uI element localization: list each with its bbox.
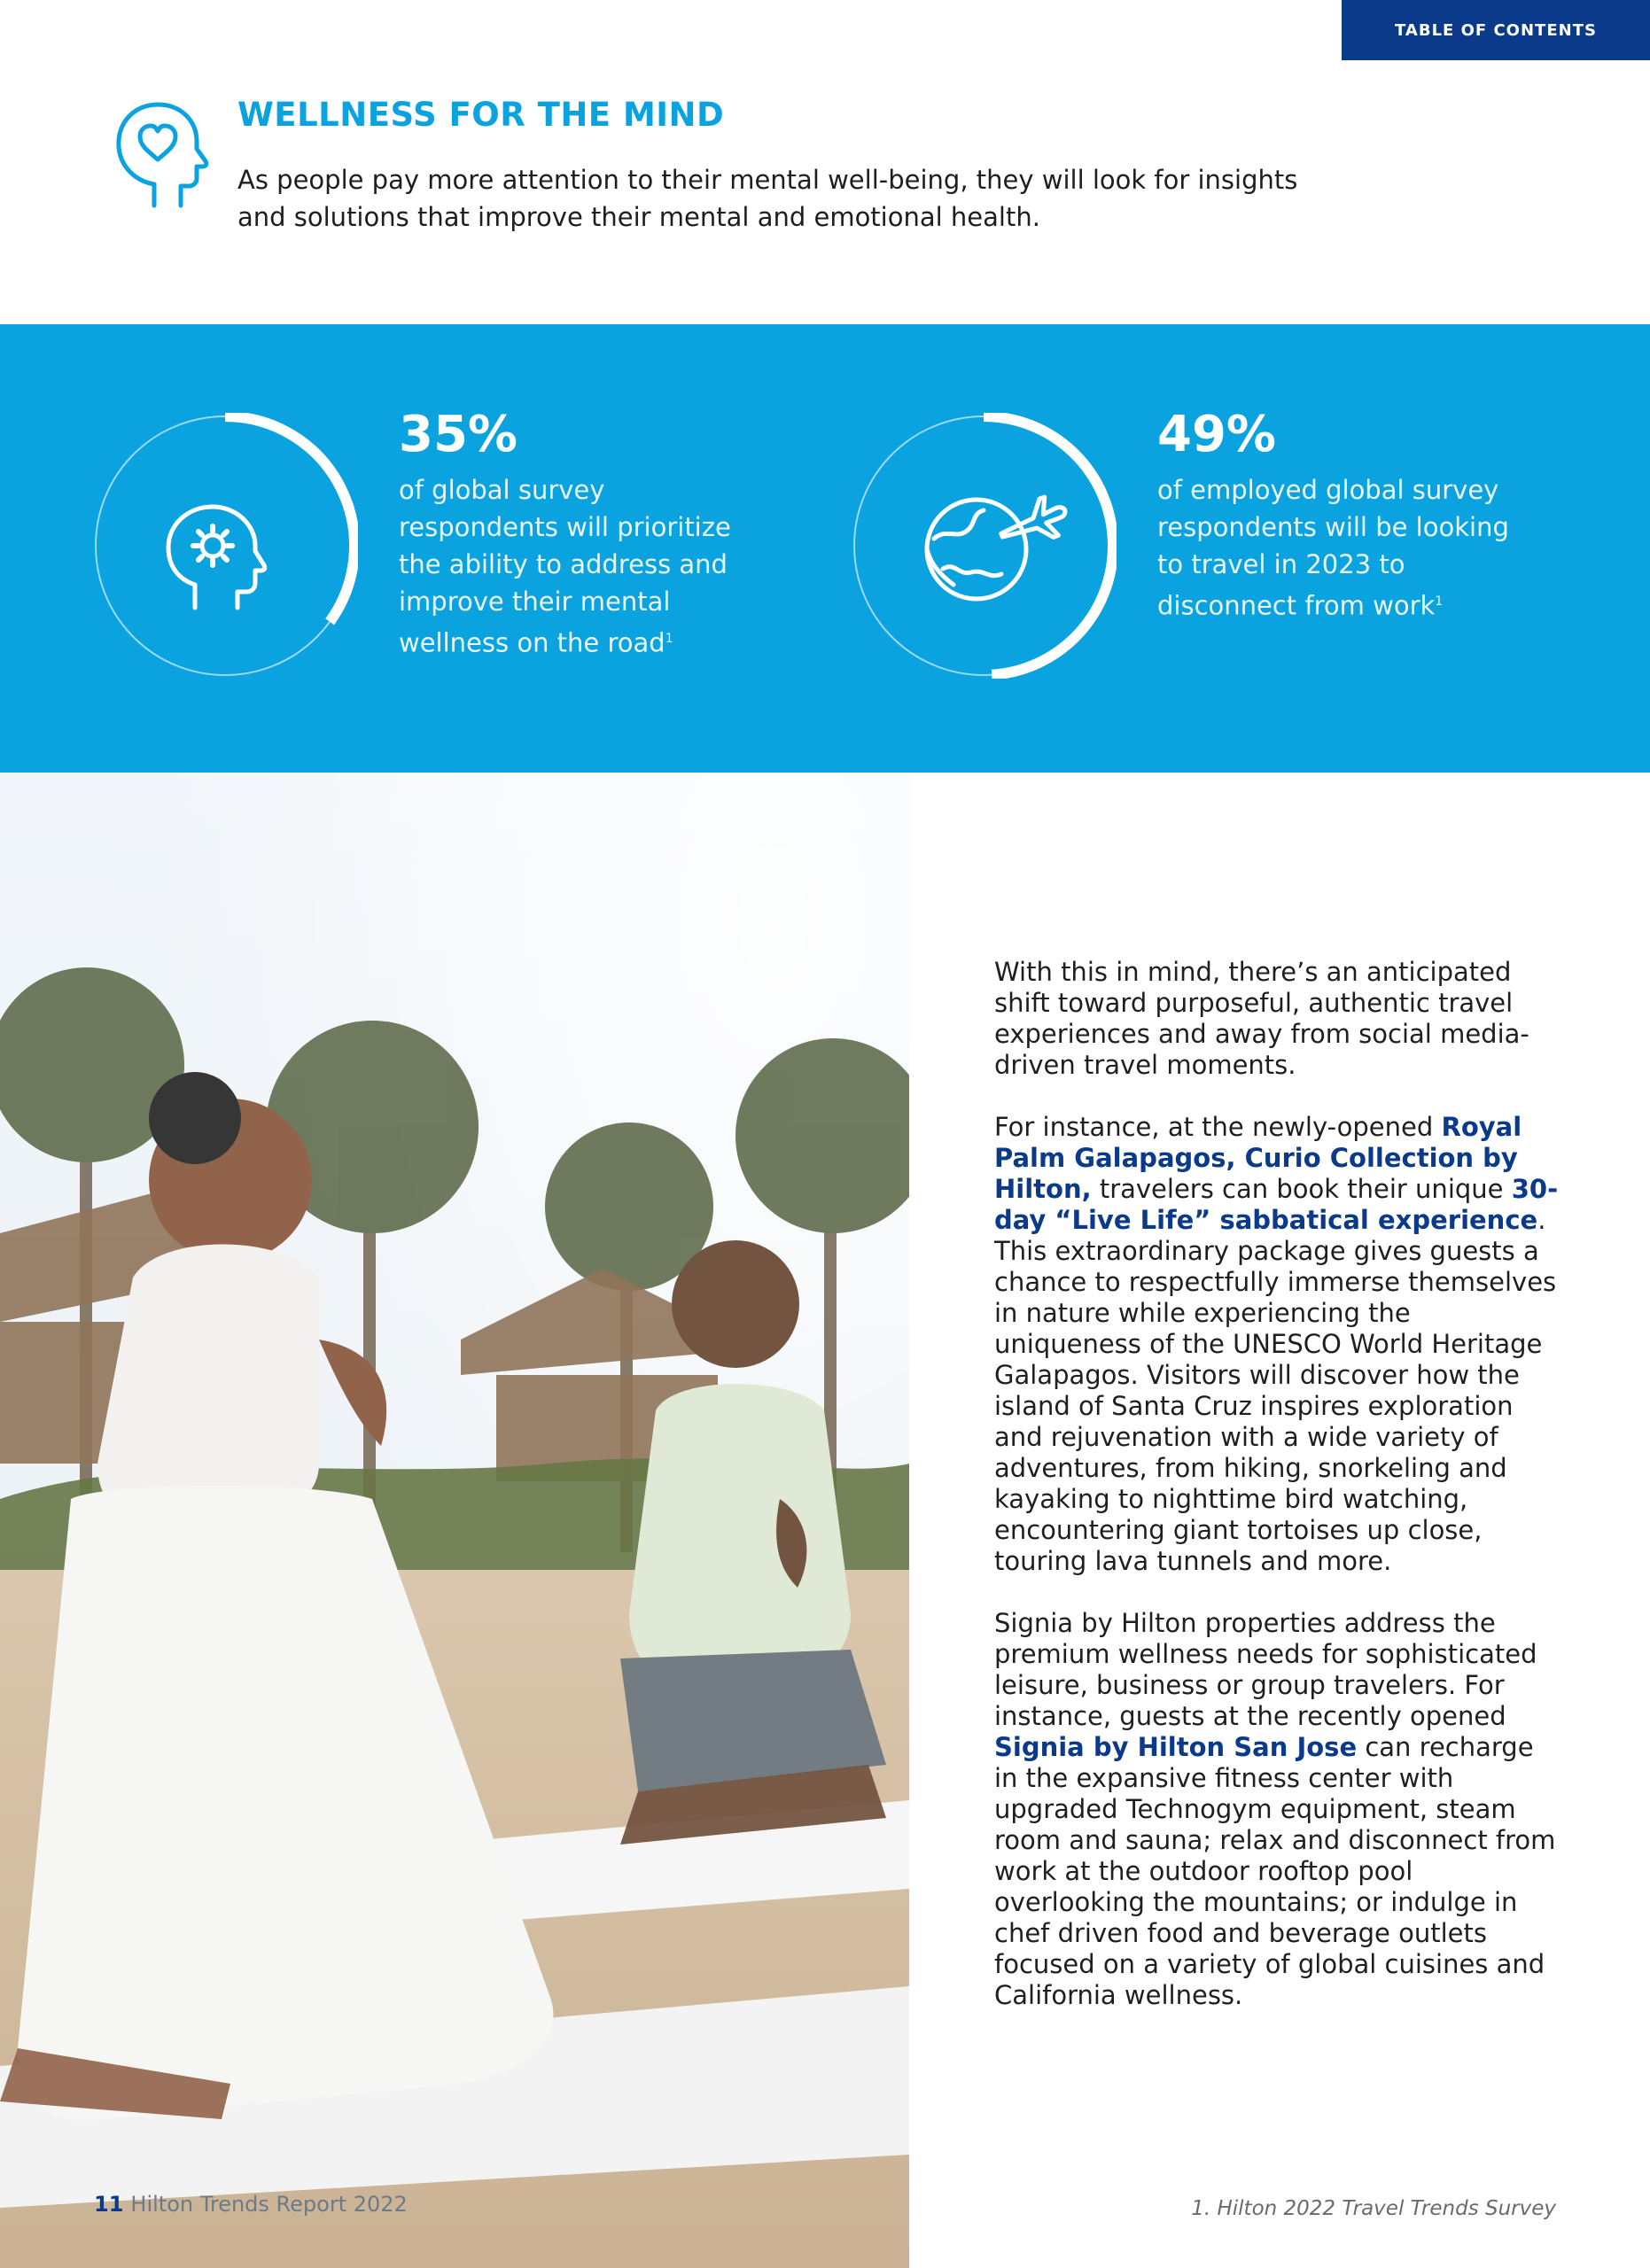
- stat-footnote-1: 1: [665, 632, 673, 646]
- stats-banner: [0, 324, 1650, 773]
- paragraph-2-b: travelers can book their unique: [1091, 1174, 1512, 1204]
- article-body: [994, 957, 1561, 2042]
- signia-san-jose-link[interactable]: Signia by Hilton San Jose: [994, 1732, 1358, 1762]
- paragraph-2-a: For instance, at the newly-opened: [994, 1112, 1442, 1142]
- page-title: WELLNESS FOR THE MIND: [237, 96, 725, 134]
- stat-footnote-2: 1: [1435, 594, 1444, 609]
- globe-plane-icon: [927, 492, 1072, 599]
- stat-value-1: 35%: [399, 406, 518, 463]
- stat-ring-1: [92, 413, 358, 679]
- page-number: 11: [94, 2192, 124, 2217]
- footer-source: 1. Hilton 2022 Travel Trends Survey: [1191, 2197, 1556, 2220]
- stat-text-1-body: of global survey respondents will prioritize the ability to address and improve their mental wellness on the road: [399, 475, 731, 658]
- royal-palm-link[interactable]: Royal Palm Galapagos, Curio Collection by Hilton,: [994, 1112, 1522, 1204]
- report-title: Hilton Trends Report 2022: [130, 2192, 408, 2217]
- footer-left: [94, 2192, 408, 2217]
- sabbatical-link[interactable]: 30-day “Live Life” sabbatical experience: [994, 1174, 1559, 1235]
- stat-text-2: [1157, 471, 1529, 625]
- stat-text-1: [399, 471, 771, 662]
- stat-ring-progress: [984, 416, 1113, 675]
- paragraph-2: [994, 1112, 1561, 1577]
- header-description: As people pay more attention to their mental well-being, they will look for insights and solutions that improve their mental and emotional health.: [237, 165, 1298, 232]
- paragraph-3: [994, 1608, 1561, 2011]
- paragraph-3-b: can recharge in the expansive fitness center with upgraded Technogym equipment, steam room and sauna; relax and disconnect from work at the outdoor rooftop pool overlooking the mountains; or indulge in chef driven food and beverage outlets focused on a variety of global cuisines and California wellness.: [994, 1732, 1556, 2010]
- paragraph-3-a: Signia by Hilton properties address the premium wellness needs for sophisticated leisure, business or group travelers. For instance, guests at the recently opened: [994, 1608, 1537, 1731]
- paragraph-1: With this in mind, there’s an anticipated shift toward purposeful, authentic travel experiences and away from social media-driven travel moments.: [994, 957, 1529, 1080]
- stat-ring-2: [851, 413, 1117, 679]
- table-of-contents-button[interactable]: TABLE OF CONTENTS: [1342, 0, 1650, 60]
- yoga-beach-photo: [0, 773, 909, 2268]
- stat-text-2-body: of employed global survey respondents will be looking to travel in 2023 to disconnect from work: [1157, 475, 1509, 621]
- paragraph-2-c: . This extraordinary package gives guests a chance to respectfully immerse themselves in nature while experiencing the uniqueness of the UNESCO World Heritage Galapagos. Visitors will discover how the island of Santa Cruz inspires exploration and rejuvenation with a wide variety of adventures, from hiking, snorkeling and kayaking to nighttime bird watching, encountering giant tortoises up close, touring lava tunnels and more.: [994, 1205, 1557, 1576]
- head-heart-icon: [105, 96, 211, 213]
- stat-value-2: 49%: [1157, 406, 1277, 463]
- head-gear-icon: [168, 507, 265, 608]
- wellness-header: [0, 85, 1650, 262]
